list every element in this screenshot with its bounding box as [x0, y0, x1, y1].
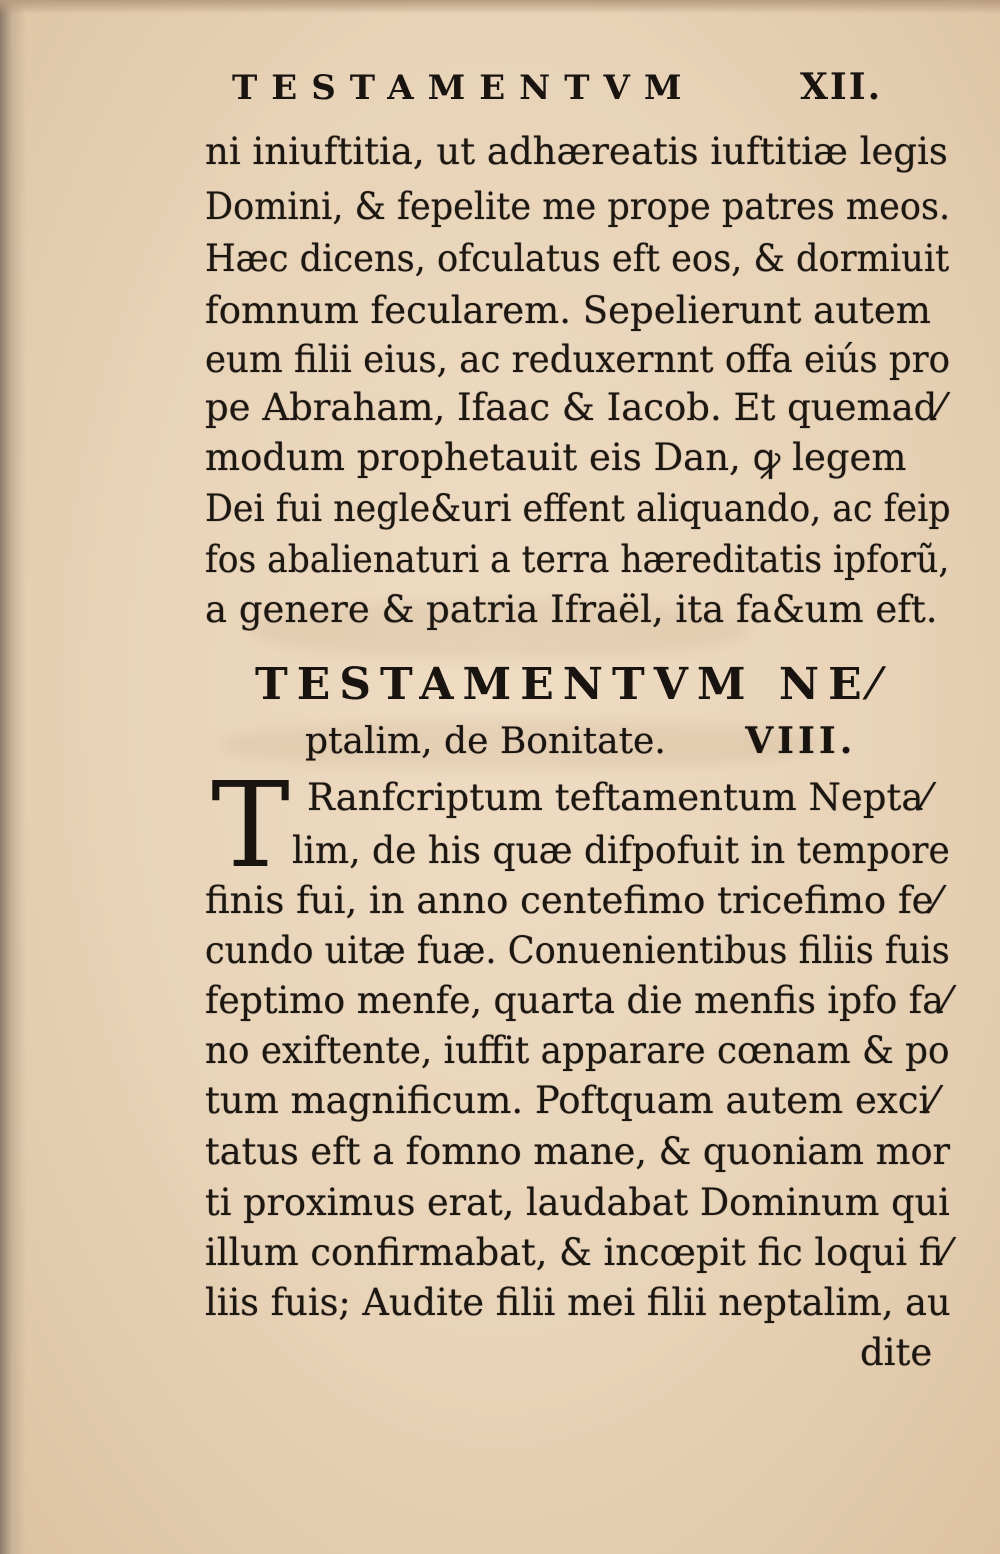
text-line: ti proximus erat, laudabat Dominum qui [205, 1181, 950, 1224]
text-line: ni iniuftitia, ut adhæreatis iuftitiæ legis [205, 130, 948, 173]
drop-cap: T [211, 756, 290, 894]
text-line: liis fuis; Audite filii mei filii neptalim, au [205, 1281, 951, 1324]
text-line: Ranfcriptum teftamentum Nepta⁄ [307, 776, 930, 819]
section-subheading [305, 715, 856, 767]
text-line: eum filii eius, ac reduxernnt offa eiús pro [205, 338, 951, 381]
text-line: pe Abraham, Ifaac & Iacob. Et quemad⁄ [205, 386, 944, 429]
text-line: a genere & patria Ifraël, ita fa&um eft. [205, 588, 938, 631]
running-head [232, 60, 932, 116]
text-line: modum prophetauit eis Dan, ꝙ legem [205, 436, 907, 479]
running-head-title: TESTAMENTVM [232, 68, 696, 108]
text-line: no exiftente, iuffit apparare cœnam & po [205, 1029, 950, 1072]
section-number: VIII. [745, 720, 857, 762]
folio-number: XII. [800, 66, 883, 108]
text-line: feptimo menfe, quarta die menfis ipfo fa⁄ [205, 979, 950, 1022]
text-line: cundo uitæ fuæ. Conuenientibus filiis fuis [205, 929, 950, 972]
text-line: lim, de his quæ difpofuit in tempore [292, 829, 950, 872]
text-line: tum magnificum. Poftquam autem exci⁄ [205, 1079, 937, 1122]
spine-shadow [0, 0, 26, 1554]
text-line: fomnum fecularem. Sepelierunt autem [205, 289, 931, 332]
section-heading: TESTAMENTVM NE⁄ [255, 659, 887, 710]
text-line: tatus eft a fomno mane, & quoniam mor [205, 1130, 951, 1173]
text-line: fos abalienaturi a terra hæreditatis ipforũ, [205, 538, 950, 581]
top-edge-shadow [0, 0, 1000, 14]
text-line: Dei fui negle&uri effent aliquando, ac feip [205, 487, 951, 530]
text-line: illum confirmabat, & incœpit fic loqui fi⁄ [205, 1231, 950, 1274]
text-line: Hæc dicens, ofculatus eft eos, & dormiuit [205, 237, 950, 280]
text-line: finis fui, in anno centefimo tricefimo fe⁄ [205, 879, 940, 922]
text-line: Domini, & fepelite me prope patres meos. [205, 185, 951, 228]
subheading-text: ptalim, de Bonitate. [305, 721, 666, 762]
catchword: dite [860, 1331, 933, 1374]
